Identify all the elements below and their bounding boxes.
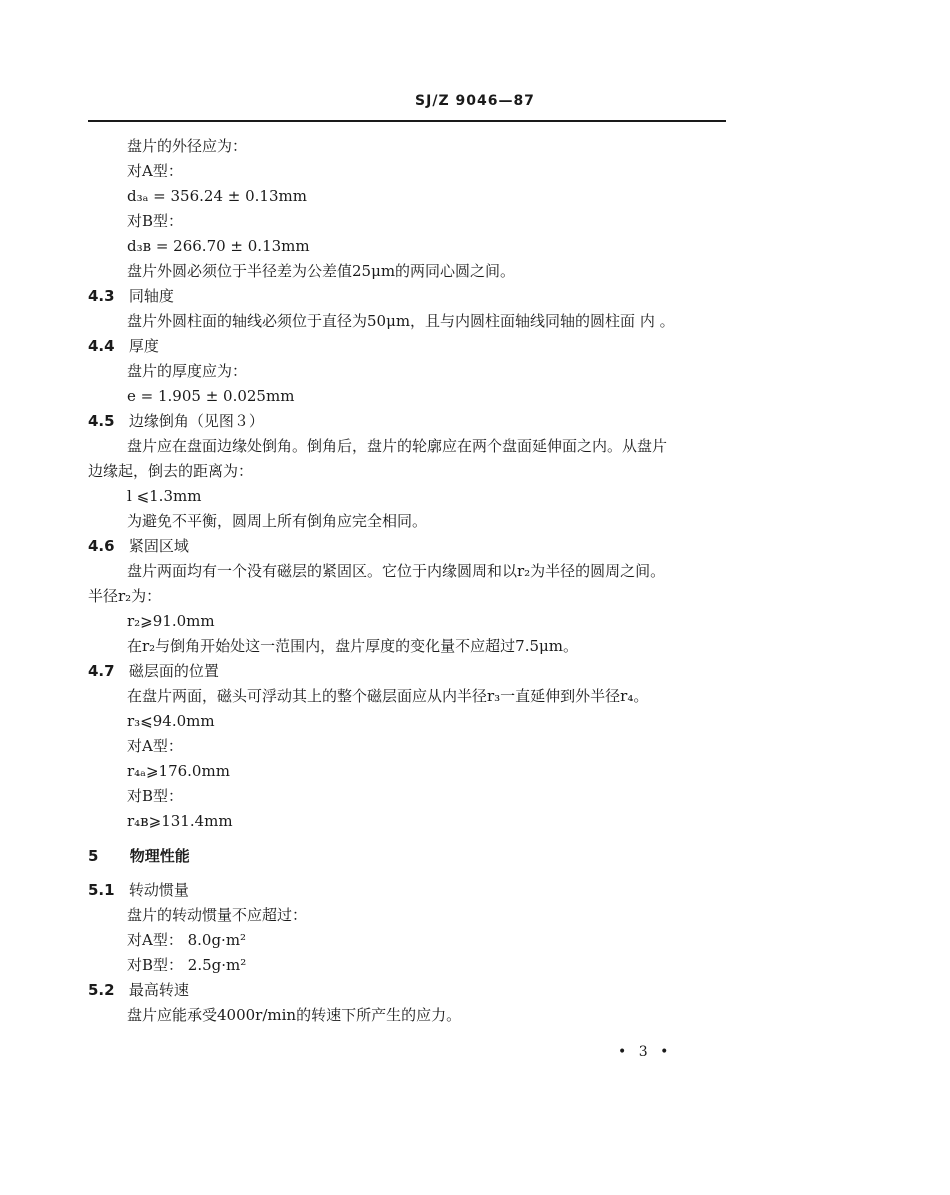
section-number: 4.3 <box>88 287 115 305</box>
text-line: 盘片应在盘面边缘处倒角。倒角后，盘片的轮廓应在两个盘面延伸面之内。从盘片 <box>127 437 668 455</box>
text-line: 对A型： <box>127 162 183 180</box>
formula-line: d₃ʙ = 266.70 ± 0.13mm <box>127 237 310 255</box>
text-line: 在r₂与倒角开始处这一范围内，盘片厚度的变化量不应超过7.5μm。 <box>127 637 579 655</box>
text-line: 盘片应能承受4000r/min的转速下所产生的应力。 <box>127 1006 462 1024</box>
text-line: 盘片外圆必须位于半径差为公差值25μm的两同心圆之间。 <box>127 262 516 280</box>
text-line: 对A型： 8.0g·m² <box>127 931 247 949</box>
formula-line: e = 1.905 ± 0.025mm <box>127 387 295 405</box>
section-title: 紧固区域 <box>128 537 189 555</box>
formula-line: l ⩽1.3mm <box>127 487 202 505</box>
section-title: 转动惯量 <box>128 881 189 899</box>
section-number: 4.5 <box>88 412 115 430</box>
section-heading <box>88 536 189 556</box>
formula-line: d₃ₐ = 356.24 ± 0.13mm <box>127 187 307 205</box>
text-line: 盘片的厚度应为： <box>127 362 248 380</box>
section-title: 厚度 <box>128 337 159 355</box>
section-heading <box>88 980 189 1000</box>
text-line: 半径r₂为： <box>88 587 162 605</box>
section-heading <box>88 411 264 431</box>
text-line: 对B型： <box>127 212 184 230</box>
header-rule <box>88 120 726 122</box>
standard-code: SJ/Z 9046—87 <box>415 93 535 109</box>
text-line: 盘片的外径应为： <box>127 137 248 155</box>
section-heading <box>88 286 174 306</box>
section-number: 4.4 <box>88 337 115 355</box>
text-line: 在盘片两面，磁头可浮动其上的整个磁层面应从内半径r₃一直延伸到外半径r₄。 <box>127 687 649 705</box>
formula-line: r₄ₐ⩾176.0mm <box>127 762 230 780</box>
section-title: 同轴度 <box>128 287 174 305</box>
text-line: 为避免不平衡，圆周上所有倒角应完全相同。 <box>127 512 428 530</box>
section-title: 最高转速 <box>128 981 189 999</box>
chapter-number: 5 <box>88 847 99 865</box>
chapter-title: 物理性能 <box>129 847 190 865</box>
formula-line: r₄ʙ⩾131.4mm <box>127 812 233 830</box>
section-number: 5.2 <box>88 981 115 999</box>
text-line: 盘片外圆柱面的轴线必须位于直径为50μm，且与内圆柱面轴线同轴的圆柱面 内 。 <box>127 312 675 330</box>
section-heading <box>88 336 159 356</box>
section-title: 边缘倒角（见图３） <box>128 412 264 430</box>
page-number: • 3 • <box>618 1044 673 1060</box>
text-line: 盘片两面均有一个没有磁层的紧固区。它位于内缘圆周和以r₂为半径的圆周之间。 <box>127 562 666 580</box>
section-number: 5.1 <box>88 881 115 899</box>
text-line: 边缘起，倒去的距离为： <box>88 462 254 480</box>
section-heading <box>88 880 189 900</box>
section-title: 磁层面的位置 <box>128 662 219 680</box>
section-number: 4.6 <box>88 537 115 555</box>
chapter-heading <box>88 846 190 866</box>
text-line: 对B型： <box>127 787 184 805</box>
text-line: 对B型： 2.5g·m² <box>127 956 247 974</box>
formula-line: r₂⩾91.0mm <box>127 612 215 630</box>
text-line: 对A型： <box>127 737 183 755</box>
formula-line: r₃⩽94.0mm <box>127 712 215 730</box>
section-heading <box>88 661 219 681</box>
section-number: 4.7 <box>88 662 115 680</box>
text-line: 盘片的转动惯量不应超过： <box>127 906 308 924</box>
